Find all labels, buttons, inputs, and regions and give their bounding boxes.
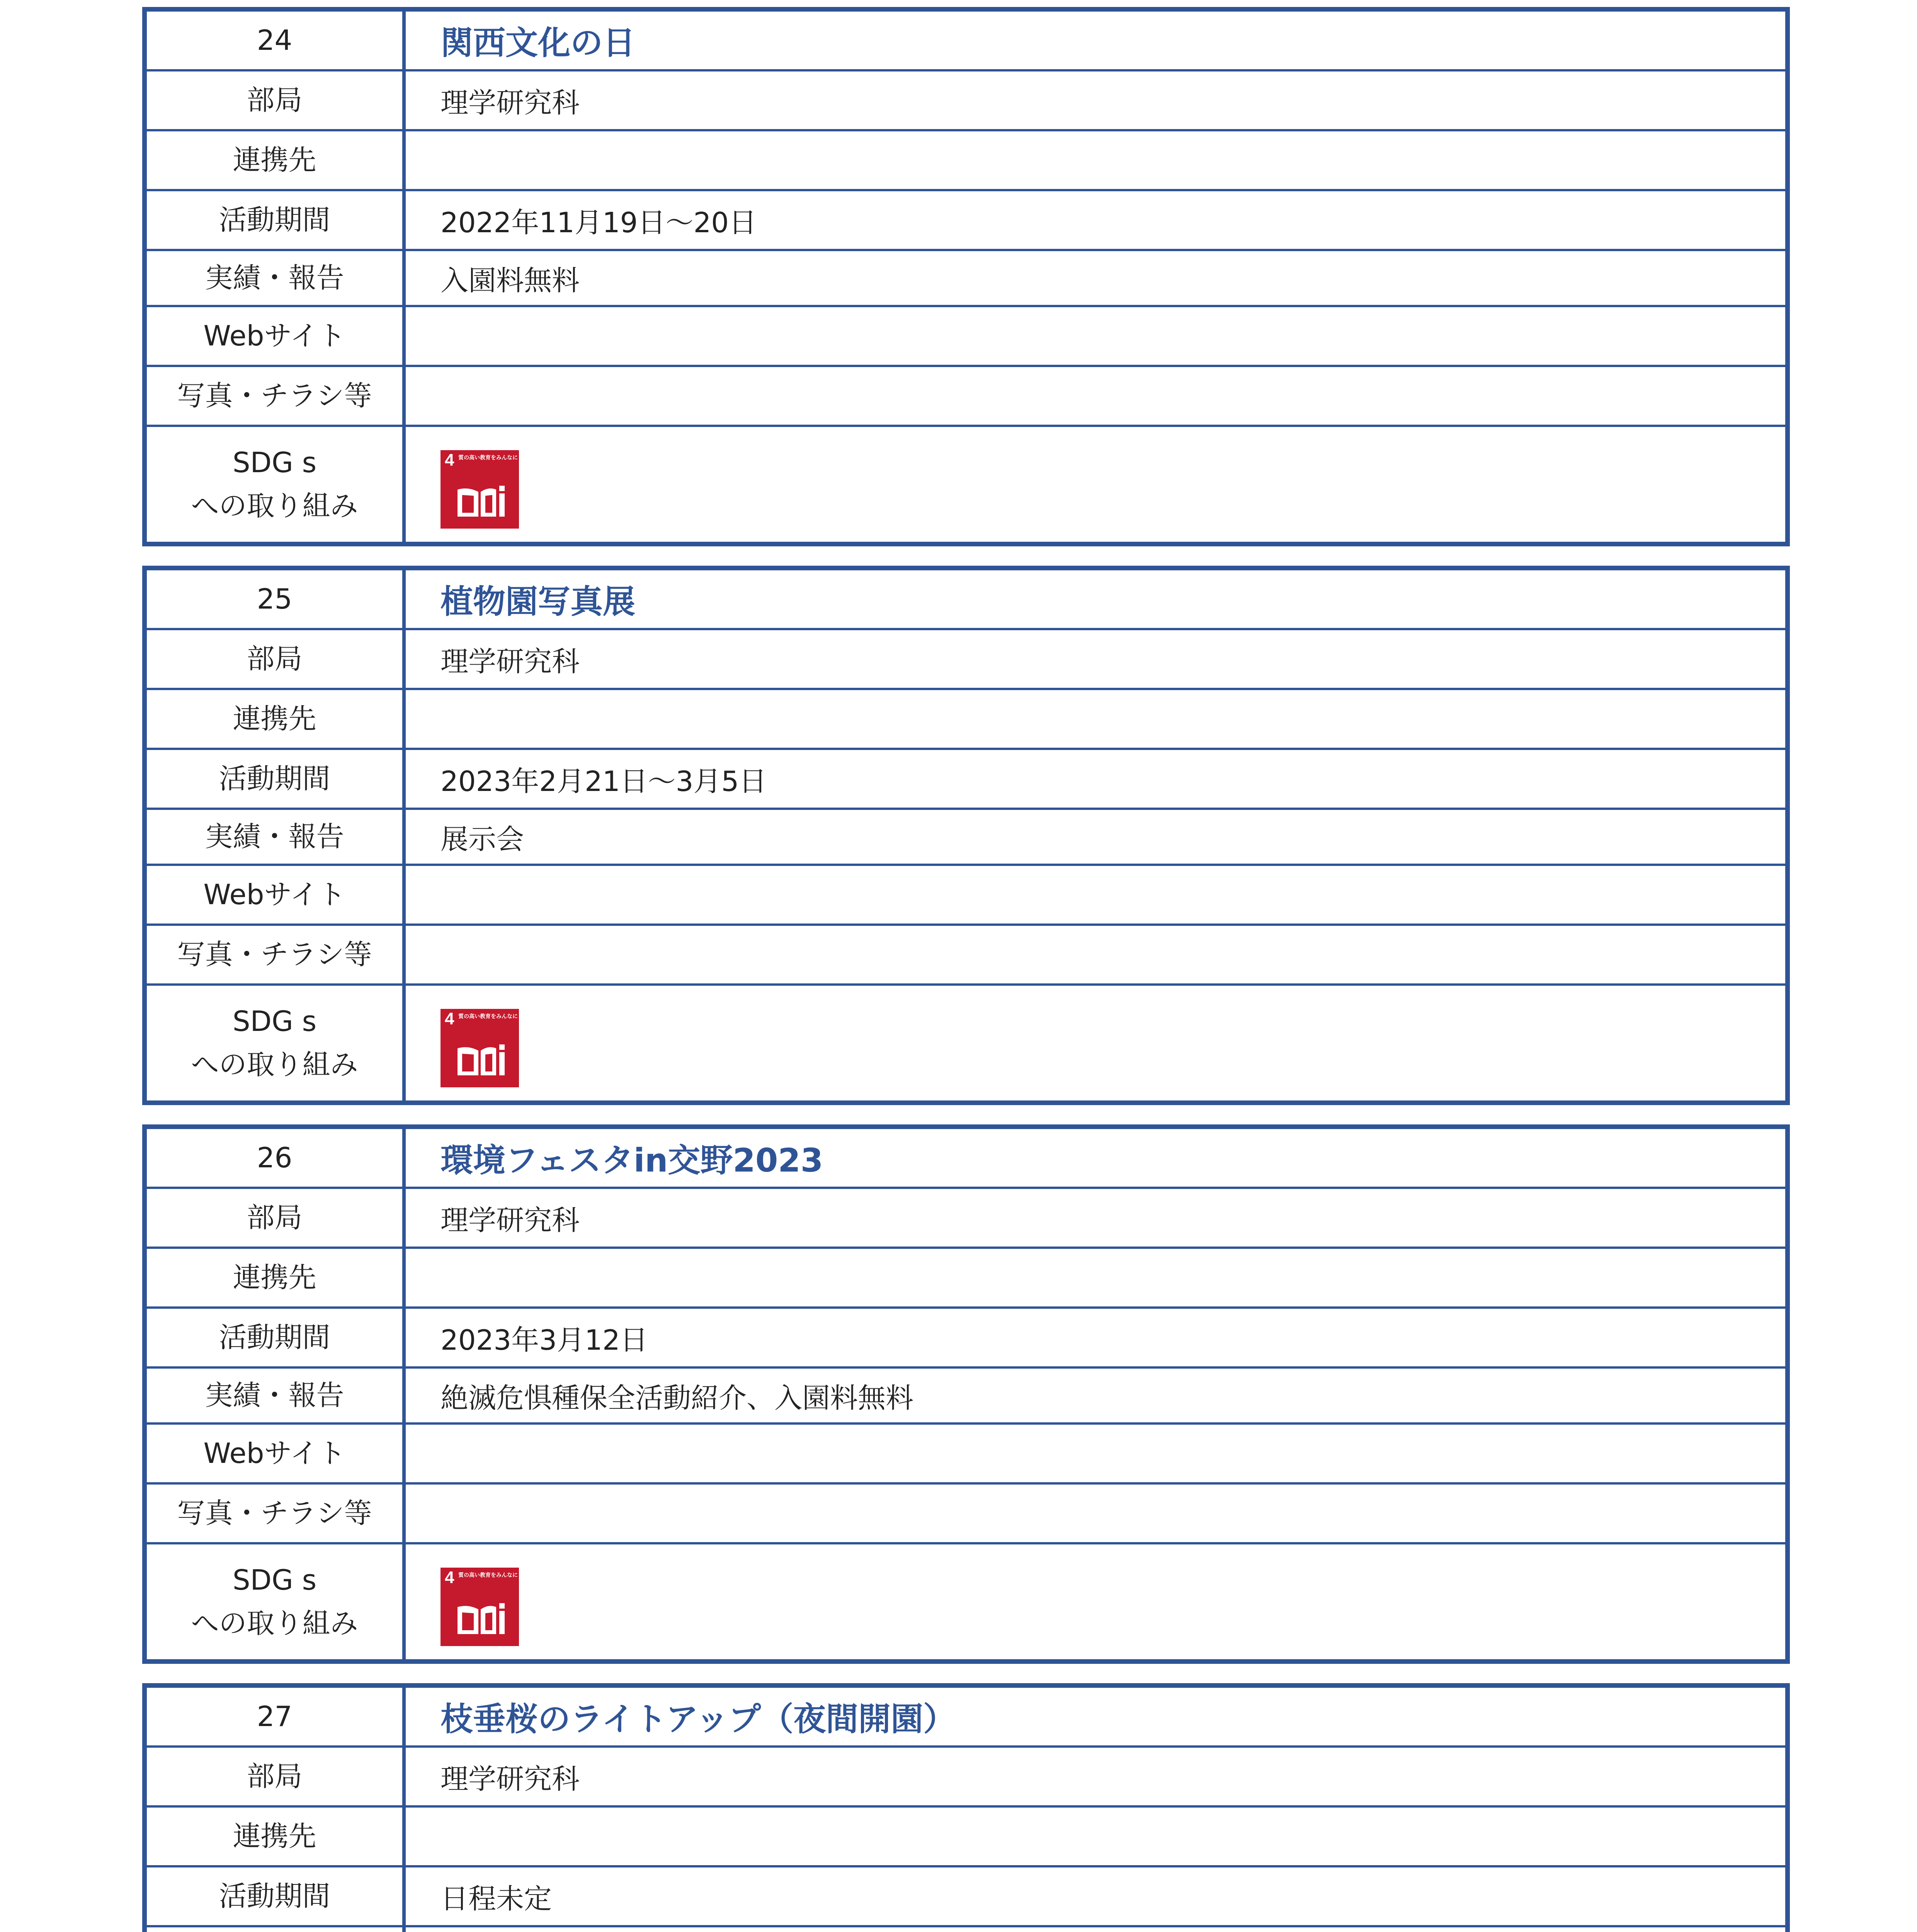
photos-row <box>147 365 1785 425</box>
photos-value <box>406 367 1785 425</box>
entry-number: 26 <box>147 1129 406 1187</box>
website-label: Webサイト <box>147 866 406 923</box>
department-row <box>147 1745 1785 1805</box>
sdgs-label <box>147 427 406 542</box>
period-label: 活動期間 <box>147 1867 406 1925</box>
department-label: 部局 <box>147 630 406 688</box>
website-row <box>147 305 1785 365</box>
website-value <box>406 1425 1785 1482</box>
partner-label: 連携先 <box>147 1808 406 1865</box>
partner-label: 連携先 <box>147 131 406 189</box>
report-row <box>147 808 1785 864</box>
department-row <box>147 628 1785 688</box>
report-value: 展示会 <box>441 823 524 855</box>
website-label: Webサイト <box>147 1425 406 1482</box>
report-label: 実績・報告 <box>147 1369 406 1422</box>
department-row <box>147 1187 1785 1247</box>
period-value: 2023年3月12日 <box>441 1323 648 1356</box>
department-value: 理学研究科 <box>441 1762 580 1795</box>
partner-row <box>147 688 1785 748</box>
department-label: 部局 <box>147 71 406 129</box>
department-value: 理学研究科 <box>441 86 580 119</box>
report-value <box>406 1927 1785 1932</box>
department-row <box>147 69 1785 129</box>
title-row <box>147 1688 1785 1745</box>
sdgs-label-line2: への取り組み <box>191 489 358 522</box>
book-pencil-icon <box>456 1043 506 1078</box>
entry-card <box>142 7 1790 546</box>
report-row <box>147 1925 1785 1932</box>
report-label: 実績・報告 <box>147 810 406 864</box>
sdg-goal-text: 質の高い教育をみんなに <box>458 1014 518 1020</box>
sdg-goal-number: 4 <box>445 451 454 469</box>
entry-title: 環境フェスタin交野2023 <box>441 1141 823 1179</box>
website-row <box>147 864 1785 923</box>
entry-card <box>142 1683 1790 1932</box>
sdg-goal-text: 質の高い教育をみんなに <box>458 455 518 461</box>
sdgs-label-line2: への取り組み <box>191 1607 358 1639</box>
sdgs-row <box>147 425 1785 542</box>
entry-title: 枝垂桜のライトアップ（夜間開園） <box>441 1700 956 1738</box>
sdgs-label <box>147 1544 406 1659</box>
entry-title: 関西文化の日 <box>441 24 636 62</box>
entry-number: 27 <box>147 1688 406 1745</box>
sdgs-label-line1: SDG s <box>232 1005 317 1037</box>
partner-row <box>147 1805 1785 1865</box>
report-value: 入園料無料 <box>441 264 580 297</box>
period-row <box>147 1306 1785 1366</box>
partner-label: 連携先 <box>147 1249 406 1306</box>
department-value: 理学研究科 <box>441 645 580 678</box>
entry-card <box>142 566 1790 1105</box>
report-label <box>147 1927 406 1932</box>
website-value <box>406 307 1785 365</box>
book-pencil-icon <box>456 1602 506 1636</box>
period-value: 日程未定 <box>441 1882 552 1915</box>
book-pencil-icon <box>456 484 506 519</box>
department-value: 理学研究科 <box>441 1204 580 1236</box>
sdgs-value <box>406 427 1785 542</box>
sdgs-label-line2: への取り組み <box>191 1048 358 1081</box>
title-row <box>147 12 1785 69</box>
period-row <box>147 748 1785 808</box>
period-label: 活動期間 <box>147 191 406 249</box>
period-label: 活動期間 <box>147 1309 406 1366</box>
photos-row <box>147 923 1785 983</box>
entry-card <box>142 1124 1790 1664</box>
sdg-goal-4-tile <box>441 1568 519 1646</box>
sdg-goal-number: 4 <box>445 1009 454 1028</box>
sdgs-value <box>406 986 1785 1100</box>
title-row <box>147 570 1785 628</box>
photos-label: 写真・チラシ等 <box>147 1485 406 1542</box>
website-value <box>406 866 1785 923</box>
entry-number: 25 <box>147 570 406 628</box>
report-label: 実績・報告 <box>147 251 406 305</box>
partner-value <box>406 690 1785 748</box>
sdg-goal-number: 4 <box>445 1568 454 1587</box>
sdg-goal-4-tile <box>441 1009 519 1087</box>
photos-value <box>406 1485 1785 1542</box>
sdgs-row <box>147 1542 1785 1659</box>
sdgs-value <box>406 1544 1785 1659</box>
photos-label: 写真・チラシ等 <box>147 926 406 983</box>
partner-row <box>147 1247 1785 1306</box>
partner-label: 連携先 <box>147 690 406 748</box>
period-row <box>147 1865 1785 1925</box>
sdgs-label <box>147 986 406 1100</box>
report-row <box>147 1366 1785 1422</box>
sdg-goal-text: 質の高い教育をみんなに <box>458 1572 518 1578</box>
partner-value <box>406 1249 1785 1306</box>
entry-number: 24 <box>147 12 406 69</box>
period-label: 活動期間 <box>147 750 406 808</box>
report-row <box>147 249 1785 305</box>
photos-label: 写真・チラシ等 <box>147 367 406 425</box>
entry-title: 植物園写真展 <box>441 583 636 621</box>
partner-row <box>147 129 1785 189</box>
title-row <box>147 1129 1785 1187</box>
sdgs-label-line1: SDG s <box>232 1563 317 1596</box>
report-value: 絶滅危惧種保全活動紹介、入園料無料 <box>441 1381 914 1414</box>
sdg-goal-4-tile <box>441 450 519 529</box>
entries-list <box>142 7 1790 1932</box>
partner-value <box>406 1808 1785 1865</box>
website-row <box>147 1422 1785 1482</box>
period-row <box>147 189 1785 249</box>
period-value: 2023年2月21日〜3月5日 <box>441 765 767 798</box>
period-value: 2022年11月19日〜20日 <box>441 206 757 239</box>
partner-value <box>406 131 1785 189</box>
department-label: 部局 <box>147 1748 406 1805</box>
website-label: Webサイト <box>147 307 406 365</box>
department-label: 部局 <box>147 1189 406 1247</box>
sdgs-row <box>147 983 1785 1100</box>
photos-row <box>147 1482 1785 1542</box>
photos-value <box>406 926 1785 983</box>
sdgs-label-line1: SDG s <box>232 446 317 479</box>
